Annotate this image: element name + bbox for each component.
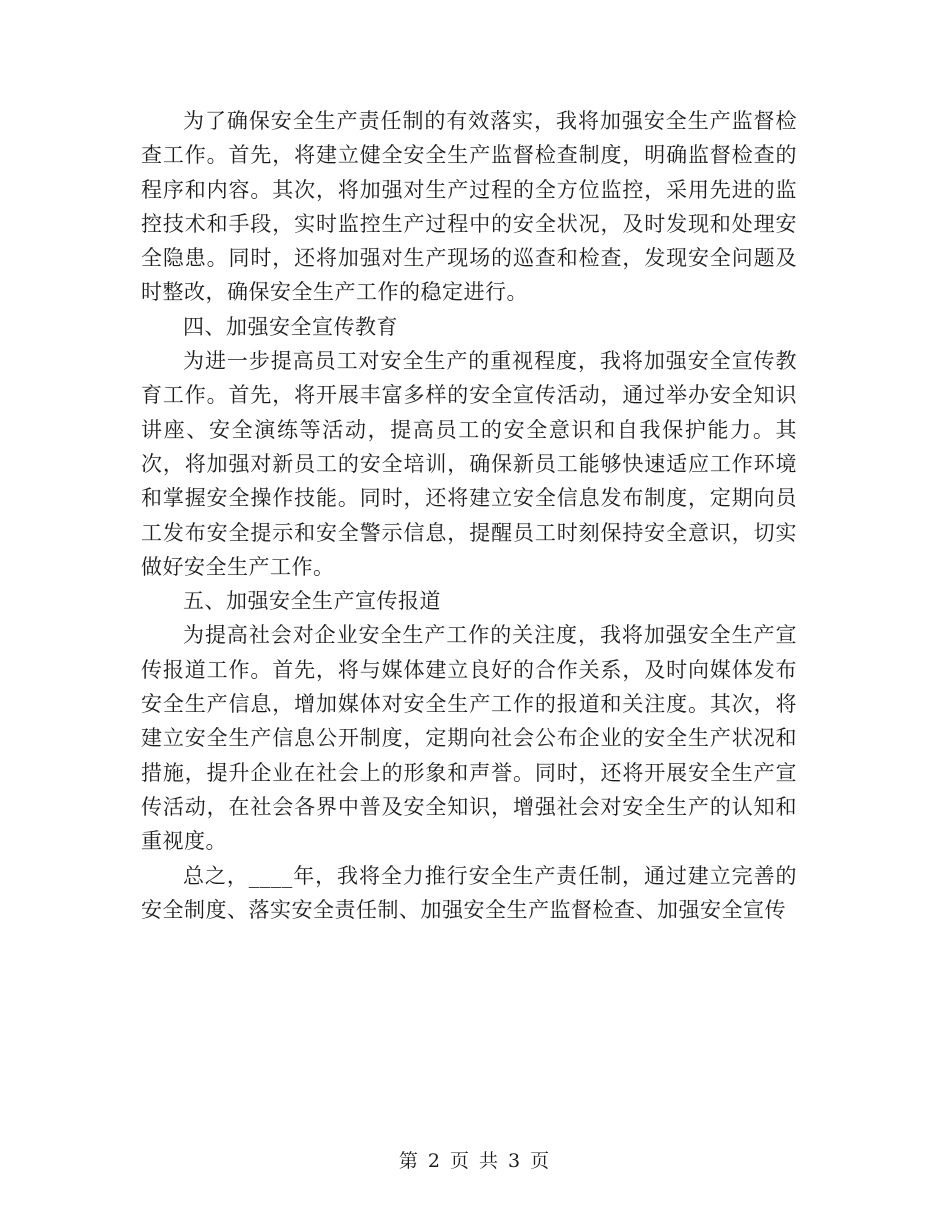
document-body: [141, 104, 797, 927]
section-heading-safety-education: 四、加强安全宣传教育: [183, 314, 398, 339]
paragraph-summary: 总之，____年，我将全力推行安全生产责任制，通过建立完善的安全制度、落实安全责任制、加强安全生产监督检查、加强安全宣传: [141, 863, 797, 922]
paragraph-publicity: 为提高社会对企业安全生产工作的关注度，我将加强安全生产宣传报道工作。首先，将与媒体建立良好的合作关系，及时向媒体发布安全生产信息，增加媒体对安全生产工作的报道和关注度。其次，将建立安全生产信息公开制度，定期向社会公布企业的安全生产状况和措施，提升企业在社会上的形象和声誉。同时，还将开展安全生产宣传活动，在社会各界中普及安全知识，增强社会对安全生产的认知和重视度。: [141, 623, 797, 854]
paragraph-supervision: 为了确保安全生产责任制的有效落实，我将加强安全生产监督检查工作。首先，将建立健全安全生产监督检查制度，明确监督检查的程序和内容。其次，将加强对生产过程的全方位监控，采用先进的监控技术和手段，实时监控生产过程中的安全状况，及时发现和处理安全隐患。同时，还将加强对生产现场的巡查和检查，发现安全问题及时整改，确保安全生产工作的稳定进行。: [141, 109, 797, 305]
page-footer: 第 2 页 共 3 页: [398, 1150, 552, 1172]
section-heading-publicity: 五、加强安全生产宣传报道: [183, 589, 441, 614]
paragraph-safety-education: 为进一步提高员工对安全生产的重视程度，我将加强安全宣传教育工作。首先，将开展丰富多样的安全宣传活动，通过举办安全知识讲座、安全演练等活动，提高员工的安全意识和自我保护能力。其次，将加强对新员工的安全培训，确保新员工能够快速适应工作环境和掌握安全操作技能。同时，还将建立安全信息发布制度，定期向员工发布安全提示和安全警示信息，提醒员工时刻保持安全意识，切实做好安全生产工作。: [141, 349, 797, 579]
